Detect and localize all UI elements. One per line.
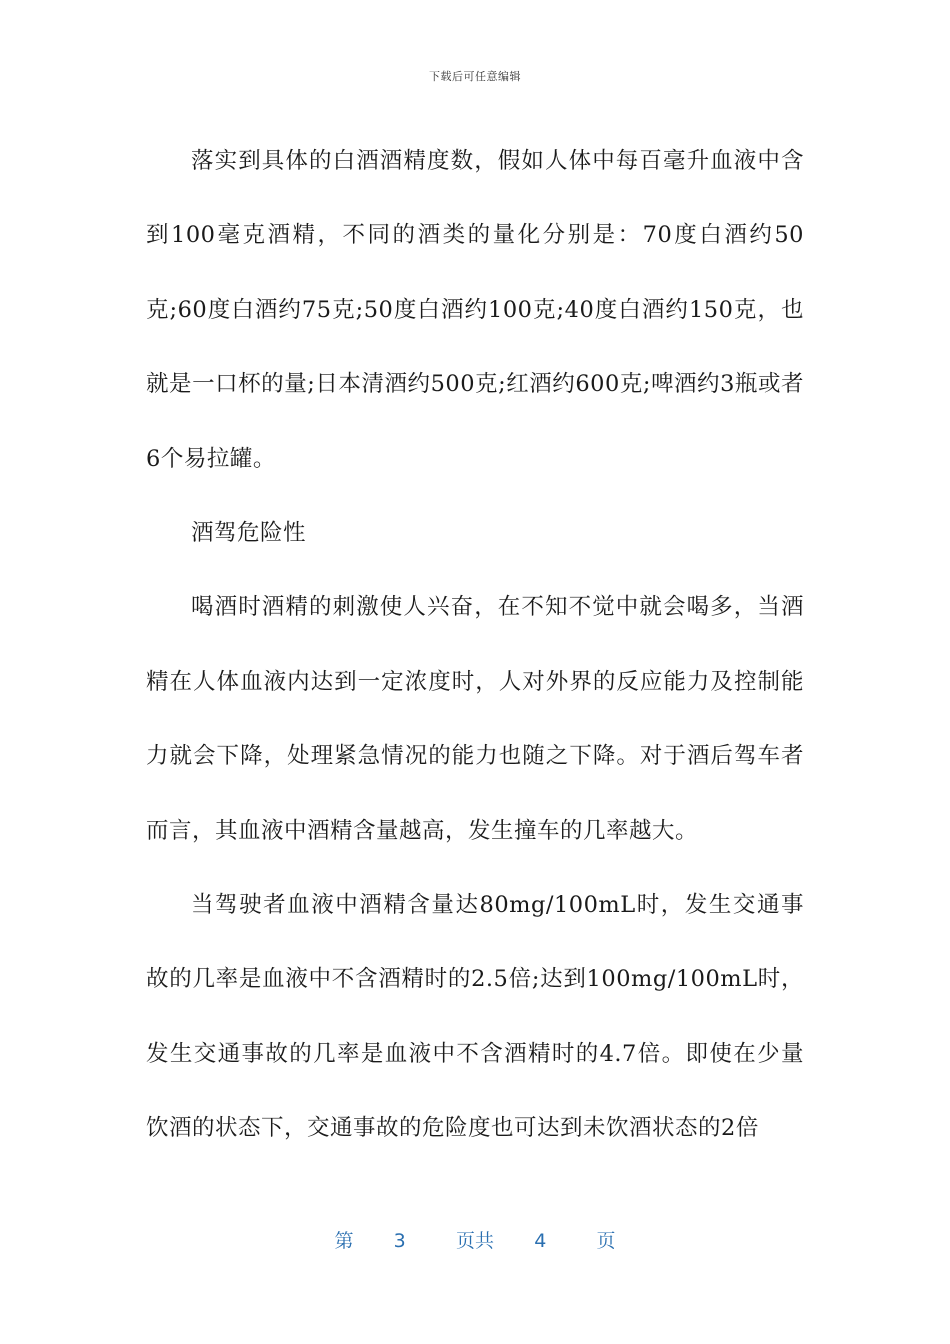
section-heading: 酒驾危险性 bbox=[191, 520, 307, 547]
page-label-prefix: 第 bbox=[334, 1230, 354, 1252]
document-body bbox=[146, 124, 804, 1166]
page-label-mid: 页共 bbox=[455, 1230, 494, 1252]
paragraph-alcohol-equivalents: 落实到具体的白酒酒精度数，假如人体中每百毫升血液中含到100毫克酒精，不同的酒类的量化分别是：70度白酒约50克;60度白酒约75克;50度白酒约100克;40度白酒约150克，也就是一口杯的量;日本清酒约500克;红酒约600克;啤酒约3瓶或者6个易拉罐。 bbox=[146, 148, 804, 472]
page-label-suffix: 页 bbox=[596, 1230, 616, 1252]
current-page-number: 3 bbox=[393, 1230, 406, 1252]
header-note: 下载后可任意编辑 bbox=[429, 70, 521, 83]
paragraph-accident-risk: 当驾驶者血液中酒精含量达80mg/100mL时，发生交通事故的几率是血液中不含酒精时的2.5倍;达到100mg/100mL时，发生交通事故的几率是血液中不含酒精时的4.7倍。即使在少量饮酒的状态下，交通事故的危险度也可达到未饮酒状态的2倍 bbox=[146, 892, 804, 1142]
total-pages-number: 4 bbox=[534, 1230, 547, 1252]
paragraph-drunk-driving-effects: 喝酒时酒精的刺激使人兴奋，在不知不觉中就会喝多，当酒精在人体血液内达到一定浓度时，人对外界的反应能力及控制能力就会下降，处理紧急情况的能力也随之下降。对于酒后驾车者而言，其血液中酒精含量越高，发生撞车的几率越大。 bbox=[146, 594, 804, 844]
page-footer bbox=[0, 1226, 950, 1253]
